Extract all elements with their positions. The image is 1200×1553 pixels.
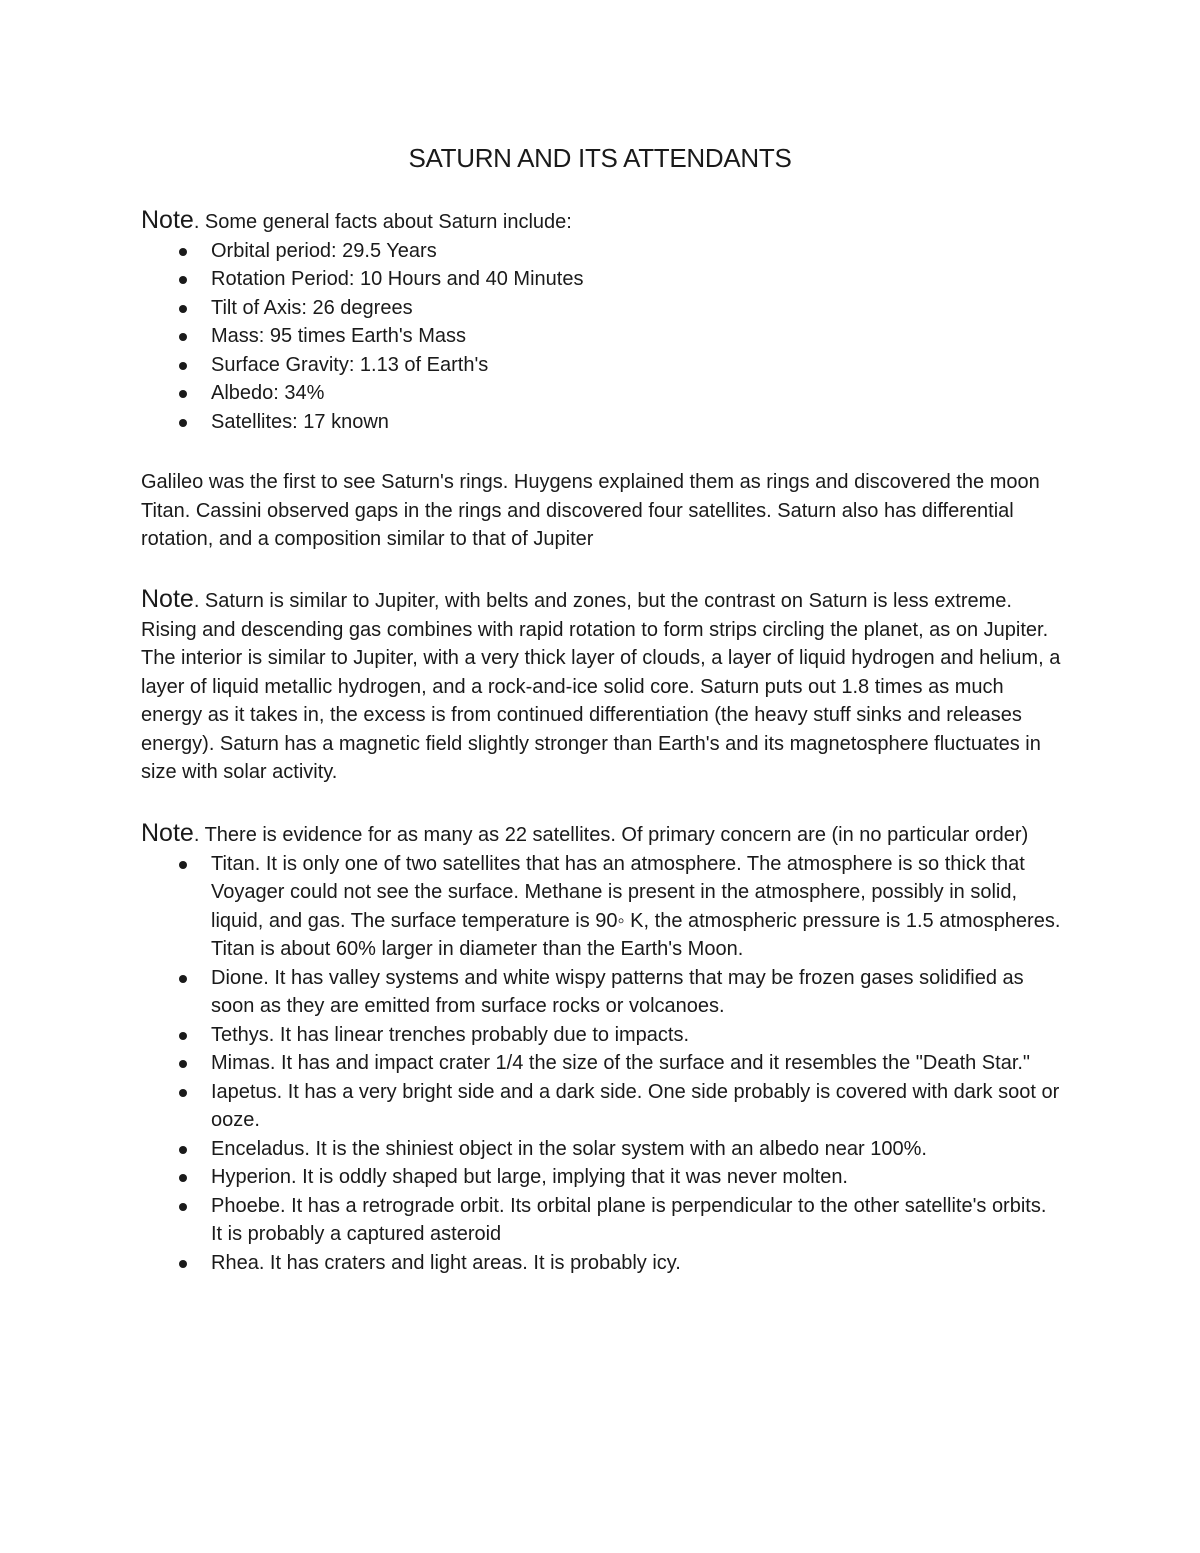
structure-text: . Saturn is similar to Jupiter, with belts and zones, but the contrast on Saturn is less extreme. Rising and descending gas combines with rapid rotation to form strips circling the planet, as on Jupiter. The interior is similar to Jupiter, with a very thick layer of clouds, a layer of liquid hydrogen and helium, a layer of liquid metallic hydrogen, and a rock-and-ice solid core. Saturn puts out 1.8 times as much energy as it takes in, the excess is from continued differentiation (the heavy stuff sinks and releases energy). Saturn has a magnetic field slightly stronger than Earth's and its magnetosphere fluctuates in size with solar activity.	[141, 590, 1061, 783]
page-title: SATURN AND ITS ATTENDANTS	[408, 143, 792, 173]
section-general-facts	[141, 206, 1061, 436]
list-item: Dione. It has valley systems and white wispy patterns that may be frozen gases solidified as soon as they are emitted from surface rocks or volcanoes.	[141, 964, 1061, 1021]
list-item: Tethys. It has linear trenches probably due to impacts.	[141, 1021, 1061, 1050]
bullet-icon	[179, 305, 187, 313]
list-item: Albedo: 34%	[141, 379, 1061, 408]
list-item: Titan. It is only one of two satellites that has an atmosphere. The atmosphere is so thick that Voyager could not see the surface. Methane is present in the atmosphere, possibly in solid, liquid, and gas. The surface temperature is 90◦ K, the atmospheric pressure is 1.5 atmospheres. Titan is about 60% larger in diameter than the Earth's Moon.	[141, 850, 1061, 964]
list-item: Tilt of Axis: 26 degrees	[141, 294, 1061, 323]
list-item: Hyperion. It is oddly shaped but large, implying that it was never molten.	[141, 1163, 1061, 1192]
list-item: Rotation Period: 10 Hours and 40 Minutes	[141, 265, 1061, 294]
bullet-icon	[179, 1060, 187, 1068]
satellites-intro-text: . There is evidence for as many as 22 satellites. Of primary concern are (in no particular order)	[193, 824, 1029, 846]
bullet-icon	[179, 1260, 187, 1268]
list-item: Surface Gravity: 1.13 of Earth's	[141, 351, 1061, 380]
facts-list	[141, 237, 1061, 437]
bullet-icon	[179, 248, 187, 256]
satellites-intro	[141, 819, 1061, 850]
list-item: Phoebe. It has a retrograde orbit. Its orbital plane is perpendicular to the other satellite's orbits. It is probably a captured asteroid	[141, 1192, 1061, 1249]
bullet-icon	[179, 975, 187, 983]
bullet-icon	[179, 1089, 187, 1097]
bullet-icon	[179, 1032, 187, 1040]
note-label: Note	[141, 585, 194, 613]
bullet-icon	[179, 276, 187, 284]
bullet-icon	[179, 333, 187, 341]
structure-paragraph	[141, 585, 1061, 787]
list-item: Satellites: 17 known	[141, 408, 1061, 437]
note-intro	[141, 206, 1061, 237]
list-item: Mimas. It has and impact crater 1/4 the size of the surface and it resembles the "Death Star."	[141, 1049, 1061, 1078]
bullet-icon	[179, 390, 187, 398]
note-label: Note	[141, 206, 194, 234]
list-item: Orbital period: 29.5 Years	[141, 237, 1061, 266]
list-item: Iapetus. It has a very bright side and a dark side. One side probably is covered with dark soot or ooze.	[141, 1078, 1061, 1135]
list-item: Rhea. It has craters and light areas. It is probably icy.	[141, 1249, 1061, 1278]
section-satellites	[141, 819, 1061, 1277]
satellites-list	[141, 850, 1061, 1278]
bullet-icon	[179, 362, 187, 370]
bullet-icon	[179, 1146, 187, 1154]
history-paragraph: Galileo was the first to see Saturn's rings. Huygens explained them as rings and discovered the moon Titan. Cassini observed gaps in the rings and discovered four satellites. Saturn also has differential rotation, and a composition similar to that of Jupiter	[141, 471, 1040, 550]
section-history	[141, 468, 1061, 554]
section-structure	[141, 585, 1061, 787]
bullet-icon	[179, 1203, 187, 1211]
bullet-icon	[179, 419, 187, 427]
note-intro-text: . Some general facts about Saturn include:	[193, 211, 572, 233]
list-item: Enceladus. It is the shiniest object in the solar system with an albedo near 100%.	[141, 1135, 1061, 1164]
bullet-icon	[179, 1174, 187, 1182]
list-item: Mass: 95 times Earth's Mass	[141, 322, 1061, 351]
note-label: Note	[141, 819, 194, 847]
bullet-icon	[179, 861, 187, 869]
